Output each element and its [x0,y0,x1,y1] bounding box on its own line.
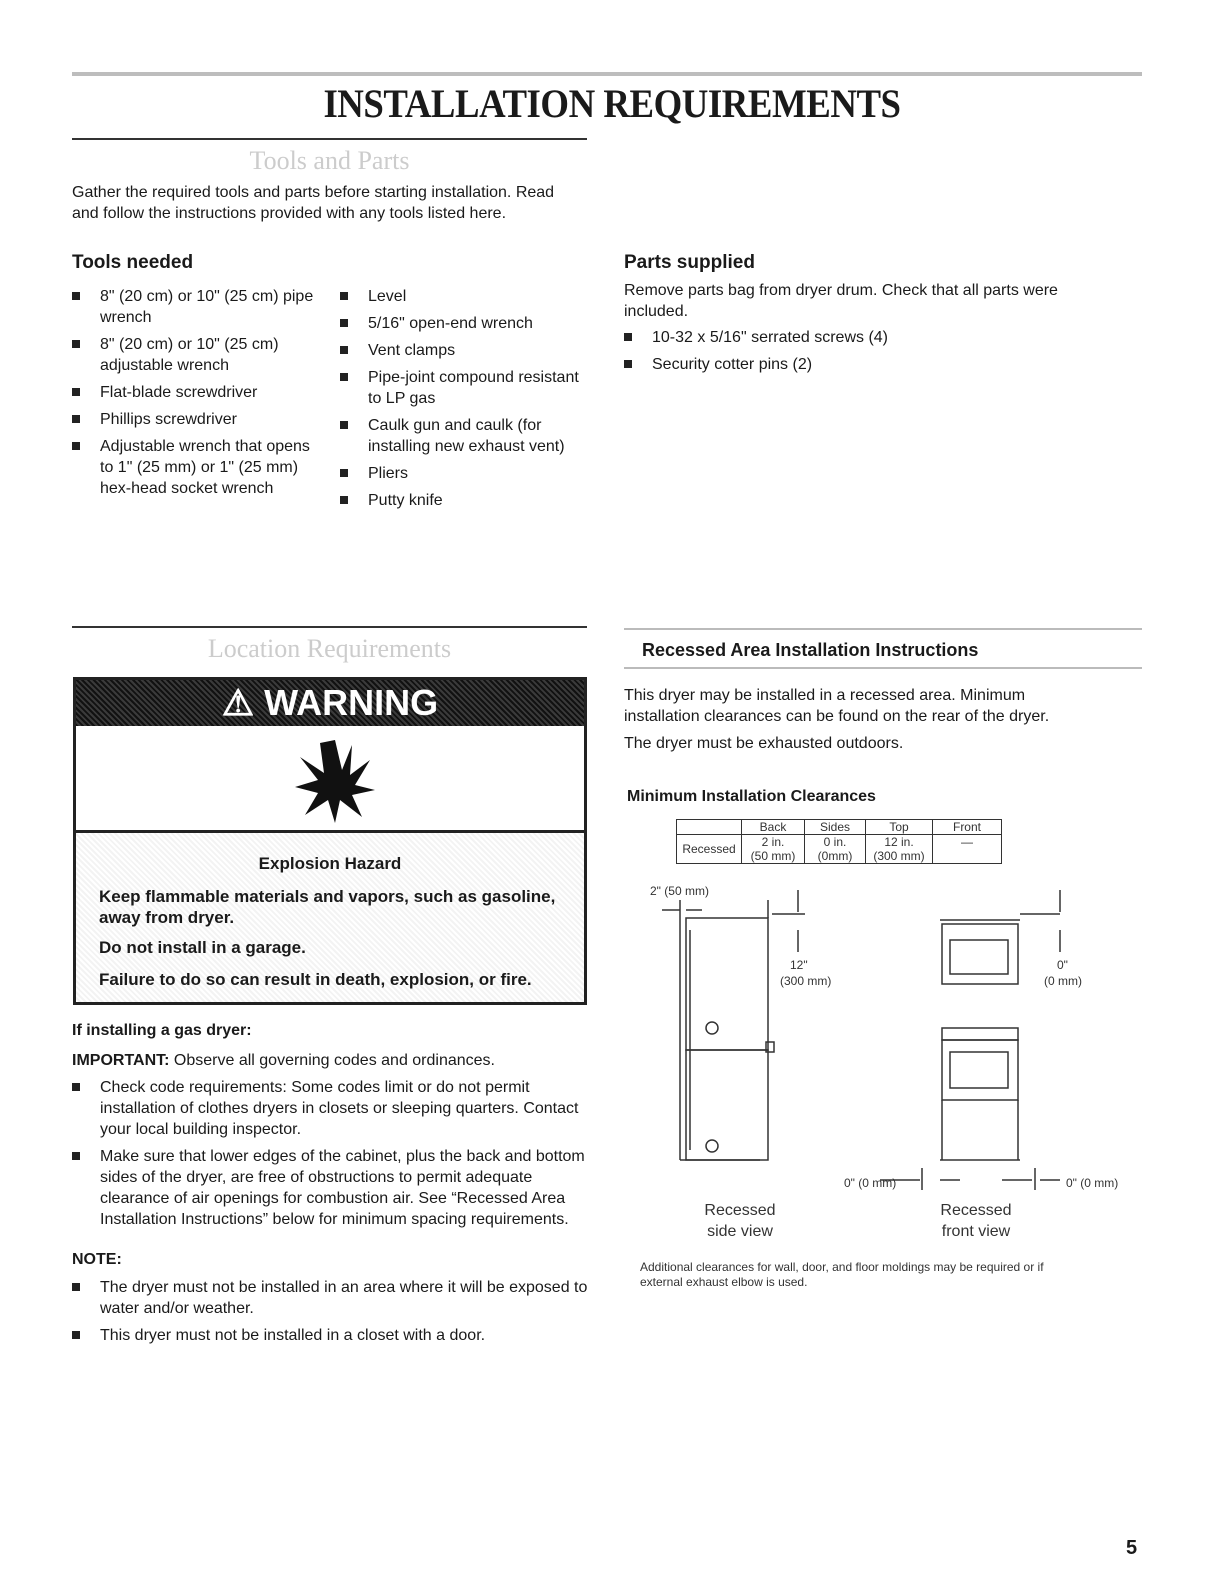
cell-value: (50 mm) [750,849,796,863]
caption-side-1: Recessed [704,1202,776,1219]
cell-value: (0mm) [817,849,853,863]
list-item: This dryer must not be installed in a closet with a door. [72,1325,592,1346]
tools-parts-heading: Tools and Parts [249,146,410,175]
list-item: Pliers [340,463,590,484]
list-item: Flat-blade screwdriver [72,382,317,403]
tools-list-col2 [340,286,590,517]
list-item: Adjustable wrench that opens to 1" (25 mm) or 1" (25 mm) hex-head socket wrench [72,436,317,499]
table-header: Top [866,820,933,835]
caption-front-1: Recessed [940,1202,1012,1219]
dim-back: 2" (50 mm) [650,884,709,898]
warning-banner [76,680,584,726]
parts-list [624,327,1104,381]
hazard-title: Explosion Hazard [258,854,402,873]
list-item: Phillips screwdriver [72,409,317,430]
table-header: Back [742,820,805,835]
min-clearances-heading: Minimum Installation Clearances [627,788,876,805]
dim-side-left: 0" (0 mm) [844,1176,897,1190]
cell-value: 0 in. [823,835,847,849]
section-rule [72,626,587,628]
page-number: 5 [1126,1537,1138,1559]
list-item: Level [340,286,590,307]
tools-needed-heading: Tools needed [72,252,194,273]
list-item: Pipe-joint compound resistant to LP gas [340,367,590,409]
recessed-heading: Recessed Area Installation Instructions [642,640,979,660]
dim-top-in: 12" [790,958,808,972]
note-list [72,1277,592,1352]
section-rule [72,138,587,140]
gas-requirements-list [72,1077,592,1236]
important-note [72,1050,592,1071]
clearance-diagram [640,890,1140,1190]
top-rule [72,72,1142,76]
footnote: Additional clearances for wall, door, and floor moldings may be required or if external exhaust elbow is used. [640,1260,1044,1289]
caption-front-2: front view [941,1223,1011,1240]
list-item: Caulk gun and caulk (for installing new exhaust vent) [340,415,590,457]
hazard-line: Do not install in a garage. [99,938,306,957]
section-rule [624,628,1142,630]
cell-value: (300 mm) [873,849,925,863]
table-cell-front: — [933,835,1002,864]
exhaust-note: The dryer must be exhausted outdoors. [624,735,904,752]
warning-label: WARNING [264,682,439,723]
list-item: 10-32 x 5/16" serrated screws (4) [624,327,1104,348]
list-item: 8" (20 cm) or 10" (25 cm) pipe wrench [72,286,317,328]
dim-front-mm: (0 mm) [1044,974,1082,988]
list-item: Putty knife [340,490,590,511]
table-cell-sides [805,835,866,864]
tools-intro: Gather the required tools and parts before starting installation. Read and follow the instructions provided with any tools listed here. [72,184,555,222]
list-item: Security cotter pins (2) [624,354,1104,375]
table-header: Sides [805,820,866,835]
hazard-line: Keep flammable materials and vapors, such as gasoline, away from dryer. [99,887,556,927]
important-text: Observe all governing codes and ordinances. [169,1052,495,1069]
cell-value: 2 in. [761,835,785,849]
list-item: Vent clamps [340,340,590,361]
parts-intro: Remove parts bag from dryer drum. Check that all parts were included. [624,282,1058,320]
important-label: IMPORTANT: [72,1052,170,1069]
clearance-table [676,819,1002,864]
location-heading: Location Requirements [207,634,452,663]
dim-front-in: 0" [1057,958,1068,972]
list-item: 8" (20 cm) or 10" (25 cm) adjustable wrench [72,334,317,376]
table-cell-back [742,835,805,864]
table-cell-top [866,835,933,864]
list-item: 5/16" open-end wrench [340,313,590,334]
tools-list-col1 [72,286,317,505]
dim-top-mm: (300 mm) [780,974,832,988]
page-title: INSTALLATION REQUIREMENTS [323,81,901,126]
note-label: NOTE: [72,1251,122,1268]
gas-dryer-heading: If installing a gas dryer: [72,1022,252,1039]
list-item: Make sure that lower edges of the cabinet, plus the back and bottom sides of the dryer, are free of obstructions to permit adequate clearance of air openings for combustion air. See “Recessed Area Installation Instructions” below for minimum spacing requirements. [72,1146,592,1230]
list-item: The dryer must not be installed in an area where it will be exposed to water and/or weather. [72,1277,592,1319]
section-rule [624,667,1142,669]
explosion-icon [290,735,380,825]
caption-side-2: side view [707,1223,773,1240]
table-header [677,820,742,835]
dim-side-right: 0" (0 mm) [1066,1176,1119,1190]
warning-triangle-icon: ⚠ [221,682,255,723]
list-item: Check code requirements: Some codes limit or do not permit installation of clothes dryers in closets or sleeping quarters. Contact your local building inspector. [72,1077,592,1140]
table-header: Front [933,820,1002,835]
parts-supplied-heading: Parts supplied [624,252,755,273]
hazard-line: Failure to do so can result in death, explosion, or fire. [99,970,532,989]
cell-value: 12 in. [884,835,914,849]
recessed-intro: This dryer may be installed in a recessed area. Minimum installation clearances can be found on the rear of the dryer. [624,687,1050,725]
table-row-label: Recessed [677,835,742,864]
